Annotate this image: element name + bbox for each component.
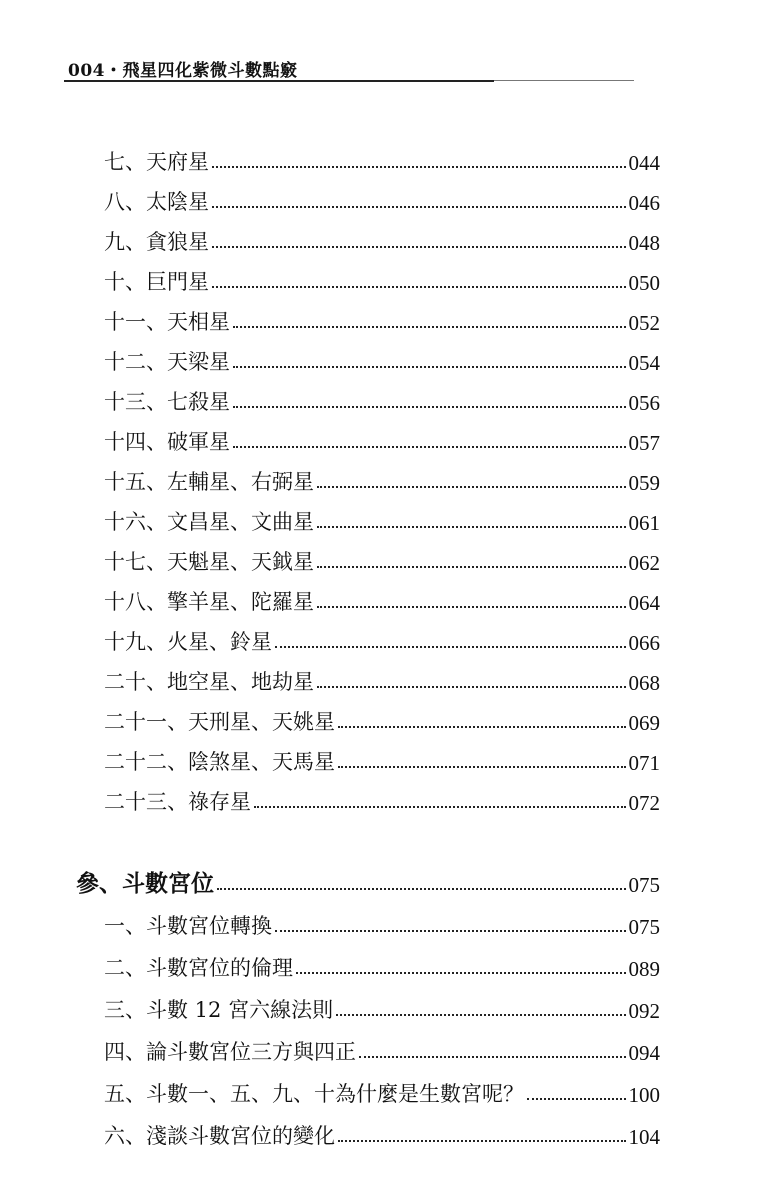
toc-entry-page: 059 [628, 471, 660, 495]
toc-entry [104, 546, 660, 576]
toc-entry [104, 186, 660, 216]
dot-leader [317, 485, 626, 488]
dot-leader [527, 1097, 626, 1100]
toc-entry [104, 146, 660, 176]
toc-entry [104, 786, 660, 816]
dot-leader [336, 1013, 625, 1016]
toc-entry-page: 075 [628, 915, 660, 939]
dot-leader [233, 405, 626, 408]
dot-leader [359, 1055, 626, 1058]
toc-entry-page: 057 [628, 431, 660, 455]
toc-entry-page: 094 [628, 1041, 660, 1065]
toc-entry-label: 十、巨門星 [104, 270, 209, 294]
toc-entry [104, 386, 660, 416]
toc-entry [104, 346, 660, 376]
toc-entry-label: 二十、地空星、地劫星 [104, 670, 314, 694]
dot-leader [338, 725, 626, 728]
toc-entry [104, 306, 660, 336]
toc-entry [104, 1078, 660, 1108]
toc-entry-page: 092 [628, 999, 660, 1023]
dot-leader [275, 929, 626, 932]
toc-entry-label: 三、斗數 12 宮六線法則 [104, 998, 334, 1022]
header-rule-faint [494, 80, 634, 81]
header-title: 004・飛星四化紫微斗數點竅 [68, 61, 298, 81]
toc-entry [104, 1120, 660, 1150]
toc-entry-label: 六、淺談斗數宮位的變化 [104, 1124, 335, 1148]
toc-entry [104, 1036, 660, 1066]
dot-leader [317, 685, 626, 688]
toc-entry-label: 四、論斗數宮位三方與四正 [104, 1040, 356, 1064]
dot-leader [296, 971, 626, 974]
toc-entry-page: 048 [628, 231, 660, 255]
toc-entry [104, 626, 660, 656]
toc-entry-page: 064 [628, 591, 660, 615]
dot-leader [233, 445, 626, 448]
toc-entry-label: 十八、擎羊星、陀羅星 [104, 590, 314, 614]
toc-entry-page: 050 [628, 271, 660, 295]
toc-entry-page: 062 [628, 551, 660, 575]
toc-entry-label: 二十三、祿存星 [104, 790, 251, 814]
section-heading-page: 075 [628, 873, 660, 897]
toc-entry-label: 十二、天梁星 [104, 350, 230, 374]
toc-entry [104, 426, 660, 456]
dot-leader [212, 165, 626, 168]
dot-leader [217, 887, 626, 890]
toc-entry-label: 五、斗數一、五、九、十為什麼是生數宮呢？ [104, 1082, 524, 1106]
dot-leader [338, 1139, 626, 1142]
toc-entry-label: 八、太陰星 [104, 190, 209, 214]
toc-entry [104, 586, 660, 616]
header-rule [64, 80, 494, 82]
toc-entry-page: 072 [628, 791, 660, 815]
dot-leader [254, 805, 626, 808]
dot-leader [212, 205, 626, 208]
dot-leader [212, 245, 626, 248]
toc-entry-page: 069 [628, 711, 660, 735]
toc-entry-label: 二、斗數宮位的倫理 [104, 956, 293, 980]
toc-entry [104, 706, 660, 736]
toc-entry-label: 一、斗數宮位轉換 [104, 914, 272, 938]
toc-entry-page: 056 [628, 391, 660, 415]
toc-entry-page: 071 [628, 751, 660, 775]
toc-entry-label: 十六、文昌星、文曲星 [104, 510, 314, 534]
toc-entry [104, 746, 660, 776]
toc-entry-page: 054 [628, 351, 660, 375]
toc-entry-label: 十九、火星、鈴星 [104, 630, 272, 654]
toc-entry-page: 089 [628, 957, 660, 981]
toc-section-heading [76, 868, 660, 898]
toc-entry [104, 910, 660, 940]
dot-leader [233, 365, 626, 368]
toc-entry-label: 十三、七殺星 [104, 390, 230, 414]
toc-entry-label: 七、天府星 [104, 150, 209, 174]
toc-entry-page: 046 [628, 191, 660, 215]
toc-entry [104, 666, 660, 696]
toc-entry-page: 100 [628, 1083, 660, 1107]
toc-entry [104, 226, 660, 256]
dot-leader [317, 525, 626, 528]
toc-entry [104, 952, 660, 982]
dot-leader [317, 565, 626, 568]
toc-entry-label: 二十二、陰煞星、天馬星 [104, 750, 335, 774]
toc-entry [104, 994, 660, 1024]
toc-entry-page: 061 [628, 511, 660, 535]
toc-entry-page: 104 [628, 1125, 660, 1149]
toc-entry-label: 十五、左輔星、右弼星 [104, 470, 314, 494]
toc-entry-page: 068 [628, 671, 660, 695]
toc-entry-label: 九、貪狼星 [104, 230, 209, 254]
section-heading-label: 參、斗數宮位 [76, 870, 214, 897]
dot-leader [275, 645, 626, 648]
dot-leader [338, 765, 626, 768]
dot-leader [212, 285, 626, 288]
toc-entry-label: 十七、天魁星、天鉞星 [104, 550, 314, 574]
toc-entry-label: 十四、破軍星 [104, 430, 230, 454]
toc-entry [104, 466, 660, 496]
toc-entry-label: 十一、天相星 [104, 310, 230, 334]
toc-entry-label: 二十一、天刑星、天姚星 [104, 710, 335, 734]
dot-leader [233, 325, 626, 328]
toc-entry-page: 052 [628, 311, 660, 335]
dot-leader [317, 605, 626, 608]
toc-entry [104, 266, 660, 296]
toc-entry [104, 506, 660, 536]
toc-entry-page: 044 [628, 151, 660, 175]
toc-entry-page: 066 [628, 631, 660, 655]
